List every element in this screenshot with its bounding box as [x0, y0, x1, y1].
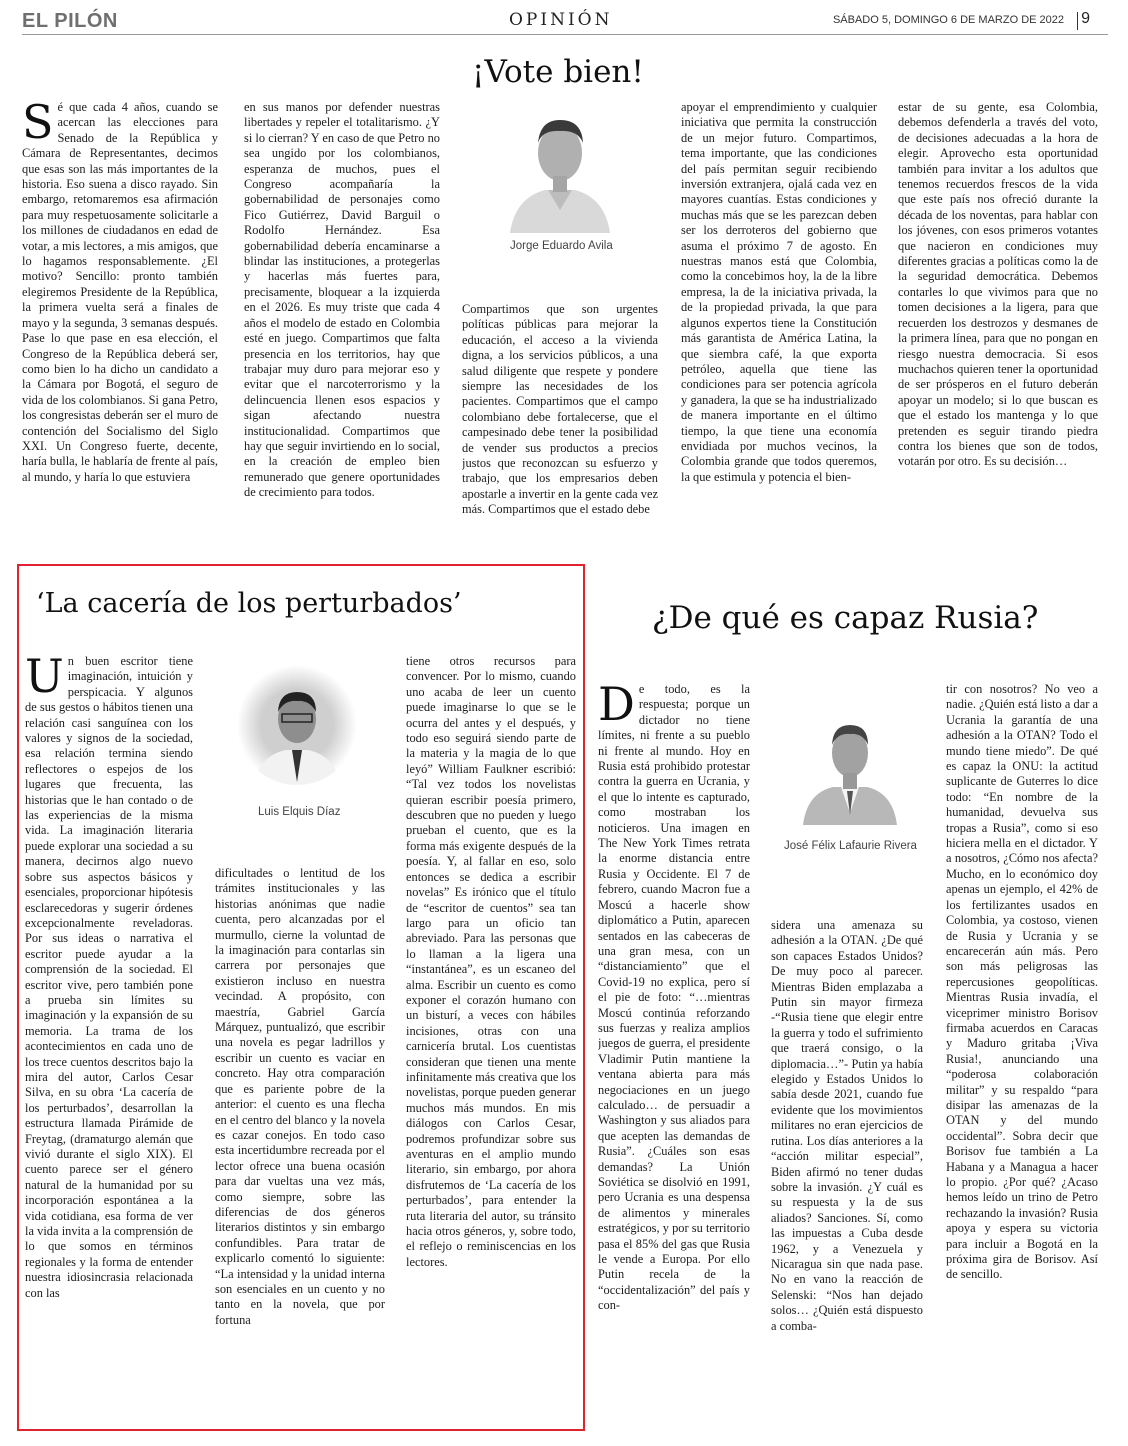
article3-column-2: [771, 918, 923, 1424]
article2-dropcap: U: [25, 654, 64, 703]
article2-column-2: [215, 866, 385, 1424]
page-number: 9: [1081, 10, 1090, 27]
author-photo-lafaurie: [795, 705, 905, 825]
issue-date: SÁBADO 5, DOMINGO 6 DE MARZO DE 2022: [832, 14, 1064, 26]
article3-dropcap: D: [598, 682, 635, 731]
article3-col3-text: tir con nosotros? No veo a nadie. ¿Quién está listo a dar a Ucrania la garantía de una adhesión a la OTAN? Todo el mundo tiene miedo”. De qué es capaz la ONU: la actitud suplicante de Guterres lo dice todo: “En nombre de la humanidad, devuelva sus tropas a Rusia”, como si eso hiciera mella en el dictador. Y a nosotros, ¿Cómo nos afecta? Mucho, en lo económico doy apenas un ejemplo, el 42% de los fertilizantes usados en Colombia, ya costoso, vienen de Rusia y Ucrania y se encarecerán aún más. Pero son más peligrosas las repercusiones geopolíticas. Mientras Rusia invadía, el viceprimer ministro Borisov firmaba acuerdos en Caracas y Maduro gritaba ¡Viva Rusia!, anunciando una “poderosa colaboración militar” y su respaldo “para disipar las amenazas de la OTAN y del mundo occidental”. Sobra decir que Borisov fue también a La Habana y a Managua a hacer lo propio. ¿Por qué? ¿Acaso hemos leído un trino de Petro rechazando la invasión? Rusia apoya y espera su victoria para incluir a Bogotá en la próxima gira de Borisov. Así de sencillo.: [946, 682, 1098, 1282]
masthead: [22, 10, 1108, 36]
section-name: OPINIÓN: [509, 10, 613, 30]
article3-col1-text: e todo, es la respuesta; porque un dictador no tiene límites, ni frente a su pueblo ni frente al mundo. Hoy en Rusia está prohibido protestar contra la guerra en Ucrania, y el que lo intente es capturado, como mostraban los noticieros. Una imagen en The New York Times retrata la enorme distancia entre Rusia y Occidente. El 7 de febrero, cuando Macron fue a Moscú a hacerle show diplomático a Putin, aparecen sentados en las cabeceras de una gran mesa, con un “distanciamiento” que el Covid-19 no explica, pero sí el pie de foto: “…mientras Moscú continúa reforzando sus fuerzas y realiza amplios juegos de guerra, el presidente Vladimir Putin mantiene la ventana abierta para más negociaciones en un juego calculado… de persuadir a Washington y sus aliados para que acepten las demandas de Rusia”. ¿Cuáles son esas demandas? La Unión Soviética se disolvió en 1991, pero Ucrania es una despensa de alimentos y minerales estratégicos, y por su territorio pasa el 85% del gas que Rusia le vende a Europa. Por ello Putin recela de la “occidentalización” del país y con-: [598, 682, 750, 1313]
article2-col3-text: tiene otros recursos para convencer. Por lo mismo, cuando uno acaba de leer un cuento puede imaginarse lo que se le ocurra del antes y el después, y todo eso seguirá siendo parte de la materia y la magia de lo que leyó” William Faulkner escribió: “Tal vez todos los novelistas quieran escribir poesía primero, descubren que no pueden y luego prueban el cuento, que es la forma más exigente después de la poesía. Y, al fallar en eso, solo entonces se dedica a escribir novelas” Es irónico que el título de “escritor de cuentos” sea tan largo para un oficio tan abreviado. Para las personas que lo llaman a la ligera una “instantánea”, es un escaneo del alma. Escribir un cuento es como exponer el corazón humano con un bisturí, a veces con hábiles incisiones, otras con una carnicería brutal. Los cuentistas consideran que tienen una mente infinitamente más creativa que los novelistas, porque pueden generar muchos más mundos. En mis diálogos con Carlos Cesar, podremos profundizar sobre sus aventuras en el amplio mundo literario, sin embargo, por ahora disfrutemos de ‘La cacería de los perturbados’, para entender la ruta literaria del autor, su tránsito hacia otros géneros, y, sobre todo, el reflejo o reminiscencias en los lectores.: [406, 654, 576, 1269]
article1-column-2: [244, 100, 440, 552]
article1-column-3: [462, 302, 658, 552]
article3-author: José Félix Lafaurie Rivera: [784, 840, 917, 852]
article1-column-1: [22, 100, 218, 552]
article1-column-5: [898, 100, 1098, 552]
article3-column-1: [598, 682, 750, 1424]
article2-col1-text: n buen escritor tiene imaginación, intuición y perspicacia. Y algunos de sus gestos o hábitos tienen una relación casi sanguínea con los valores y signos de la sociedad, esa relación termina siendo reflectores o espejos de los lugares que frecuenta, las historias que le han contado o de las experiencias de la misma vida. La imaginación literaria puede explorar una sociedad a su manera, decirnos algo nuevo sobre sus aspectos básicos y esenciales, proporcionar hipótesis esclarecedoras y sugerir órdenes excepcionalmente reveladoras. Por sus ideas o narrativa el escritor puede ayudar a la comprensión de la sociedad. El escritor vive, pero también pone a prueba sin límites su imaginación y la expansión de su memoria. La trama de los acontecimientos en cada uno de los trece cuentos descritos bajo la mira del autor, Carlos Cesar Silva, en su obra ‘La cacería de los perturbados’, desarrollan la estructura llamada Pirámide de Freytag, (dramaturgo alemán que vivió durante el siglo XIX). El cuento parece ser el género natural de la humanidad por su incorporación espontánea a la vida cotidiana, esa forma de ver la vida invita a la comprensión de lo que somos en términos regionales y la forma de entender nuestra idiosincrasia relacionada con las: [25, 654, 193, 1300]
article1-dropcap: S: [22, 100, 54, 149]
article2-col2-text: dificultades o lentitud de los trámites institucionales y las historias anónimas que nadie cuenta, pero alcanzadas por el murmullo, cierne la voluntad de la imaginación para contarlas sin carrera por personajes que existieron incluso en nuestra vecindad. A propósito, con maestría, Gabriel García Márquez, puntualizó, que escribir una novela es pegar ladrillos y escribir un cuento es vaciar en concreto. Hay otra comparación que es pariente pobre de la anterior: el cuento es una flecha en el centro del blanco y la novela es cazar conejos. En todo caso esta incertidumbre recreada por el lector ofrece una buena ocasión para dar vueltas una vez más, como siempre, sobre las diferencias de dos géneros literarios distintos y sin embargo confundibles. Para tratar de explicarlo comentó lo siguiente: “La intensidad y la unidad interna son esenciales en un cuento y no tanto en la novela, que por fortuna: [215, 866, 385, 1327]
article2-column-1: [25, 654, 193, 1424]
header-rule: [22, 34, 1108, 35]
article1-col4-text: apoyar el emprendimiento y cualquier iniciativa que permita la construcción de un mejor futuro. Compartimos, tema importante, que las condiciones del país permitan seguir recibiendo inversión extranjera, ojalá cada vez en mayores cuantías. Estas condiciones y muchas más que se les parezcan deben ser los derroteros del gobierno que asuma el próximo 7 de agosto. En nuestras manos está que Colombia, como la concebimos hoy, la de la libre empresa, la de la iniciativa privada, la de la propiedad privada, la que para algunos expertos tiene la Constitución más garantista de América Latina, la que siembra café, la que exporta petróleo, aquella que tiene las condiciones para ser potencia agrícola y ganadera, la que se ha industrializado de manera importante en el último tiempo, la que tiene una economía envidiada por muchos vecinos, la Colombia grande que todos queremos, la que estimula y potencia el bien-: [681, 100, 877, 484]
article2-author: Luis Elquis Díaz: [258, 806, 341, 818]
article1-col2-text: en sus manos por defender nuestras libertades y repeler el totalitarismo. ¿Y si lo cierran? Y en caso de que Petro no sea ungido por los colombianos, esperanza de muchos, pues el Congreso acompañaría la gobernabilidad de personajes como Fico Gutiérrez, David Barguil o Rodolfo Hernández. Esa gobernabilidad debería encaminarse a blindar las instituciones, a protegerlas y hacerlas más fuertes para, precisamente, bloquear a la izquierda en el 2026. Es muy triste que cada 4 años el modelo de estado en Colombia esté en juego. Compartimos que falta presencia en los territorios, hay que trabajar muy duro para mejorar eso y evitar que el narcoterrorismo y la delincuencia llenen esos espacios y sigan afectando nuestra institucionalidad. Compartimos que hay que seguir invirtiendo en lo social, en la creación de empleo bien remunerado que genere oportunidades de crecimiento para todos.: [244, 100, 440, 500]
article2-column-3: [406, 654, 576, 1424]
article1-col5-text: estar de su gente, esa Colombia, debemos defenderla a través del voto, de decisiones adecuadas a la hora de elegir. Aprovecho esta oportunidad también para invitar a los adultos que tenemos recuerdos frescos de la vida que este país nos ofreció durante la década de los noventas, para hablar con los jóvenes, con esos primeros votantes que nacieron en condiciones muy diferentes gracias a políticas como la de la seguridad democrática. Debemos contarles lo que vivimos para que no tomen decisiones a la ligera, para que recuerden los destrozos y desmanes de la primera línea, para que no pongan en riesgo nuestra democracia. Si esos muchachos quieren tener la oportunidad de ser prósperos en el futuro deberán apoyar un modelo; si lo que buscan es que el estado los mantenga y lo que pretenden es seguir tirando piedra contra los bienes que son de todos, votarán por otro. Es su decisión…: [898, 100, 1098, 469]
article3-column-3: [946, 682, 1098, 1424]
article3-col2-text: sidera una amenaza su adhesión a la OTAN. ¿De qué son capaces Estados Unidos? De muy poco al parecer. Mientras Biden emplazaba a Putin sin mayor firmeza -“Rusia tiene que elegir entre la guerra y todo el sufrimiento que traerá consigo, o la diplomacia…”- Putin ya había elegido y Estados Unidos lo sabía desde 2021, cuando fue evidente que los movimientos militares no eran ejercicios de rutina. Los días anteriores a la “acción militar especial”, Biden afirmó no tener dudas sobre la invasión. ¿Y cuál es su respuesta y la de sus aliados? Sanciones. Sí, como las impuestas a Cuba desde 1962, y a Venezuela y Nicaragua sin que nada pase. No en vano la reacción de Selenski: “Nos han dejado solos… ¿Quién está dispuesto a comba-: [771, 918, 923, 1333]
article1-title: ¡Vote bien!: [472, 54, 644, 90]
author-photo-diaz: [236, 664, 358, 786]
header-divider: [1077, 12, 1078, 30]
article1-column-4: [681, 100, 877, 552]
article1-author: Jorge Eduardo Avila: [510, 240, 613, 252]
author-photo-avila: [490, 98, 630, 233]
article1-col1-text: é que cada 4 años, cuando se acercan las elecciones para Senado de la República y Cámara de Representantes, decimos que esas son las más importantes de la historia. Eso suena a disco rayado. Sin embargo, retomaremos esa afirmación para muy respetuosamente solicitarle a los millones de ciudadanos en edad de votar, a mis lectores, a mis amigos, que lo hagamos responsablemente. ¿El motivo? Sencillo: pronto también elegiremos Presidente de la República, la primera vuelta será a finales de mayo y la segunda, 3 semanas después. Pase lo que pase en esa elección, el Congreso de la República deberá ser, como bien lo ha dicho un candidato a la Cámara por Bogotá, el seguro de vida de los colombianos. Si gana Petro, los congresistas deberán ser el muro de contención del Socialismo del Siglo XXI. Un Congreso fuerte, decente, haría bulla, le hablaría de frente al país, al mundo, y haría lo que estuviera: [22, 100, 218, 484]
article1-col3-text: Compartimos que son urgentes políticas públicas para mejorar la educación, el acceso a la vivienda digna, a los servicios públicos, a una salud diligente que respete y pondere siempre las necesidades de los pacientes. Compartimos que el campo colombiano debe fortalecerse, que el campesinado debe tener la posibilidad de vender sus productos a precios justos que reconozcan su esfuerzo y trabajo, que los empresarios deben apostarle a invertir en la gente cada vez más. Compartimos que el estado debe: [462, 302, 658, 517]
article2-title: ‘La cacería de los perturbados’: [36, 588, 462, 619]
article3-title: ¿De qué es capaz Rusia?: [652, 600, 1039, 636]
newspaper-logo: EL PILÓN: [22, 10, 118, 32]
